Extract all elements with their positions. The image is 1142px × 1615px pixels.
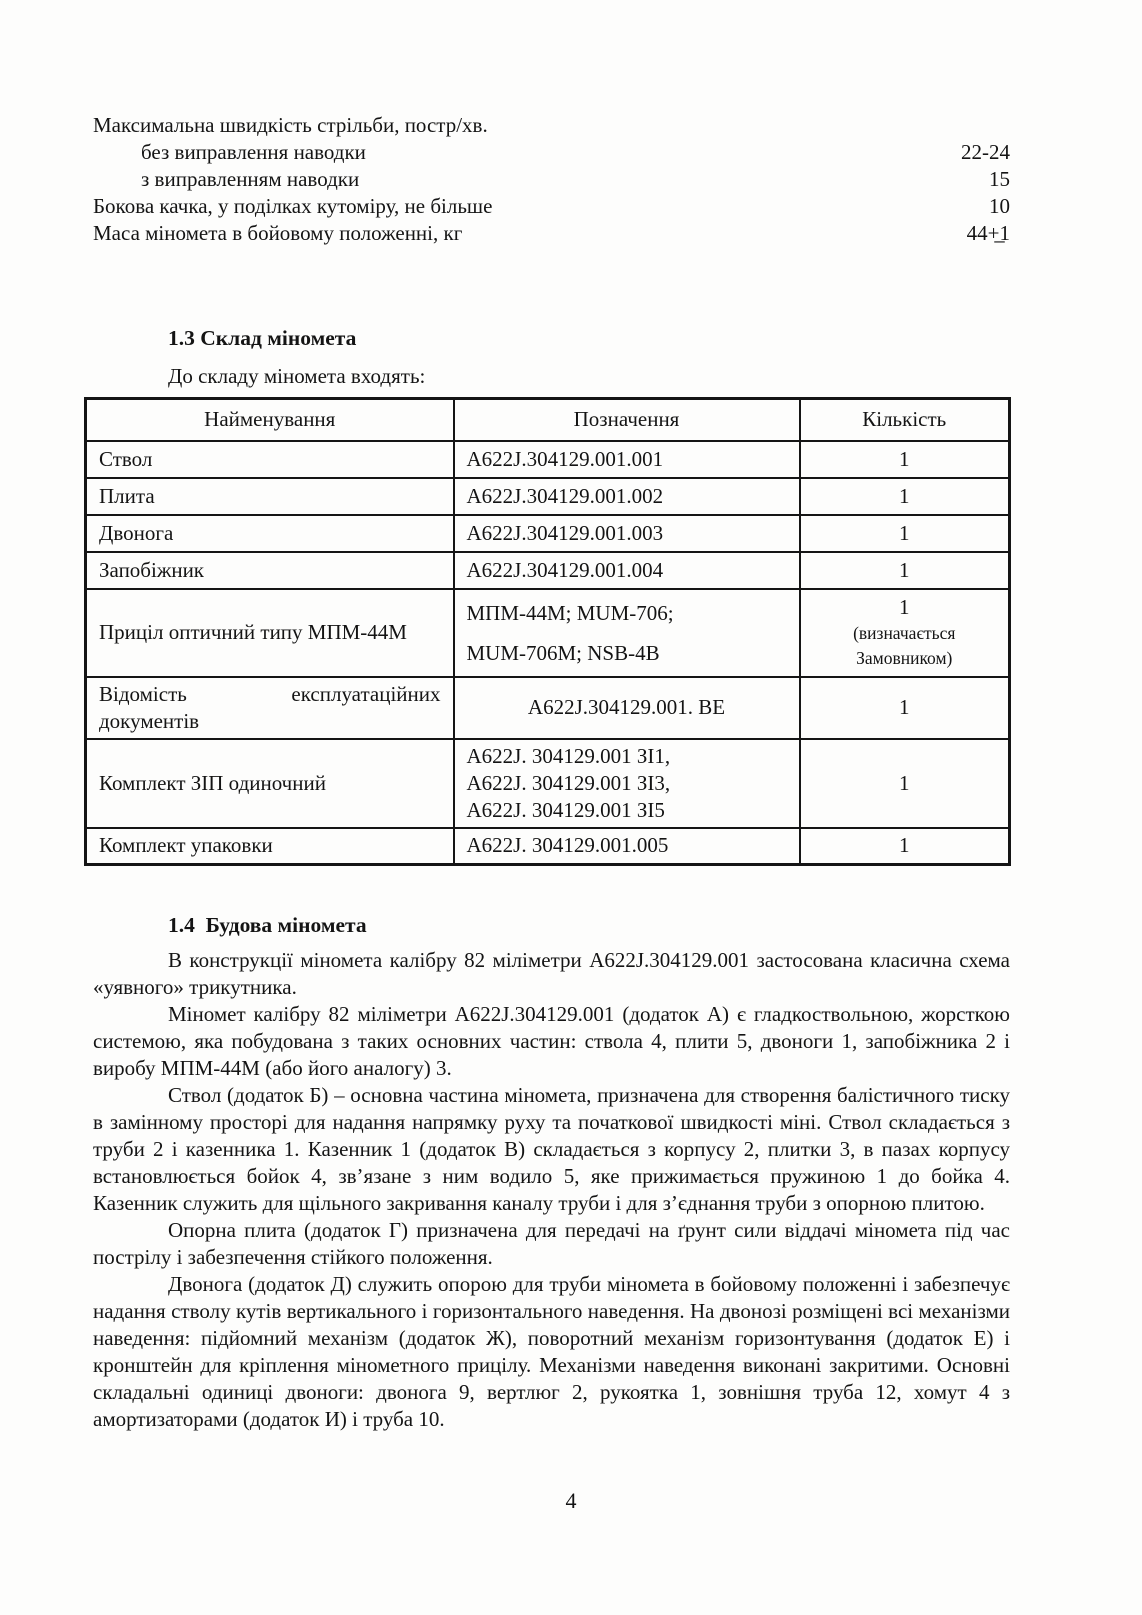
cell-qty: 1: [800, 739, 1010, 828]
table-row: [86, 828, 1010, 865]
cell-qty: 1 (визначається Замовником): [800, 589, 1010, 677]
body-paragraph: Двонога (додаток Д) служить опорою для труби міномета в бойовому положенні і забезпечує надання стволу кутів вертикального і горизонтального наведення. На двонозі розміщені всі механізми наведення: підйомний механізм (додаток Ж), поворотний механізм горизонтування (додаток Е) і кронштейн для кріплення мінометного прицілу. Механізми наведення виконані закритими. Основні складальні одиниці двоноги: двонога 9, вертлюг 2, рукоятка 1, зовнішня труба 12, хомут 4 з амортизаторами (додаток И) і труба 10.: [93, 1272, 1010, 1431]
spec-list: [93, 112, 1010, 247]
cell-name: Комплект упаковки: [86, 828, 454, 865]
table-row: [86, 441, 1010, 478]
spec-value: 22-24: [961, 140, 1010, 164]
spec-label: Маса міномета в бойовому положенні, кг: [93, 221, 463, 245]
spec-label: з виправленням наводки: [141, 167, 360, 191]
section-heading-composition: 1.3 Склад міномета: [168, 326, 357, 350]
table-row: [86, 589, 1010, 677]
spec-label: Бокова качка, у поділках кутоміру, не більше: [93, 194, 493, 218]
body-paragraph: Ствол (додаток Б) – основна частина міномета, призначена для створення балістичного тиску в замінному просторі для надання напрямку руху та початкової швидкості міні. Ствол складається з труби 2 і казенника 1. Казенник 1 (додаток В) складається з корпусу 2, плитки 3, в пазах корпусу встановлюється бойок 4, зв’язане з ним водило 5, яке прижимається пружиною 1 до бойка 4. Казенник служить для щільного закривання каналу труби і для з’єднання труби з опорною плитою.: [93, 1083, 1010, 1215]
cell-designation: A622J.304129.001.003: [454, 515, 800, 552]
cell-name: Ствол: [86, 441, 454, 478]
qty-note: (визначається Замовником): [853, 623, 956, 668]
cell-name: Двонога: [86, 515, 454, 552]
cell-name: Приціл оптичний типу МПМ-44М: [86, 589, 454, 677]
cell-qty: 1: [800, 828, 1010, 865]
cell-designation: A622J. 304129.001.005: [454, 828, 800, 865]
cell-name: Комплект ЗІП одиночний: [86, 739, 454, 828]
cell-qty: 1: [800, 552, 1010, 589]
spec-value: 44+̲1: [966, 221, 1010, 245]
table-header-row: [86, 399, 1010, 441]
body-paragraph: Міномет калібру 82 міліметри A622J.304129.001 (додаток А) є гладкоствольною, жорсткою системою, яка побудована з таких основних частин: ствола 4, плити 5, двоноги 1, запобіжника 2 і виробу МПМ-44М (або його аналогу) 3.: [93, 1002, 1010, 1080]
cell-qty: 1: [800, 677, 1010, 739]
section-heading-structure: 1.4 Будова міномета: [168, 913, 367, 937]
table-row: [86, 739, 1010, 828]
spec-label: Максимальна швидкість стрільби, постр/хв.: [93, 113, 488, 137]
components-table-header: [86, 399, 1010, 441]
spec-row: [93, 220, 1010, 247]
spec-row: [93, 139, 1010, 166]
table-row: [86, 677, 1010, 739]
cell-name: Запобіжник: [86, 552, 454, 589]
page-number: 4: [565, 1488, 577, 1513]
table-header-qty: Кількість: [800, 399, 1010, 441]
spec-row: [93, 112, 1010, 139]
cell-name: Плита: [86, 478, 454, 515]
cell-designation: A622J.304129.001.001: [454, 441, 800, 478]
table-row: [86, 478, 1010, 515]
cell-designation: A622J.304129.001.004: [454, 552, 800, 589]
cell-designation: A622J.304129.001. ВЕ: [454, 677, 800, 739]
cell-qty: 1: [800, 478, 1010, 515]
cell-name: Відомість експлуатаційних документів: [86, 677, 454, 739]
cell-designation: A622J. 304129.001 ЗІ1, A622J. 304129.001 ЗІ3, A622J. 304129.001 ЗІ5: [454, 739, 800, 828]
body-paragraph: В конструкції міномета калібру 82 міліметри A622J.304129.001 застосована класична схема «уявного» трикутника.: [93, 948, 1010, 999]
cell-qty: 1: [800, 441, 1010, 478]
table-row: [86, 515, 1010, 552]
cell-designation: A622J.304129.001.002: [454, 478, 800, 515]
spec-row: [93, 166, 1010, 193]
components-table: [84, 397, 1011, 866]
spec-value: 10: [989, 194, 1010, 218]
table-header-name: Найменування: [86, 399, 454, 441]
table-header-designation: Позначення: [454, 399, 800, 441]
spec-value: 15: [989, 167, 1010, 191]
body-paragraph: Опорна плита (додаток Г) призначена для передачі на ґрунт сили віддачі міномета під час пострілу і забезпечення стійкого положення.: [93, 1218, 1010, 1269]
spec-label: без виправлення наводки: [141, 140, 366, 164]
cell-qty: 1: [800, 515, 1010, 552]
body-text: [93, 947, 1010, 1433]
table-row: [86, 552, 1010, 589]
table-intro: До складу міномета входять:: [168, 364, 426, 388]
cell-designation: МПМ-44М; MUM-706; MUM-706M; NSB-4B: [454, 589, 800, 677]
page-content: [93, 0, 1010, 1433]
spec-row: [93, 193, 1010, 220]
